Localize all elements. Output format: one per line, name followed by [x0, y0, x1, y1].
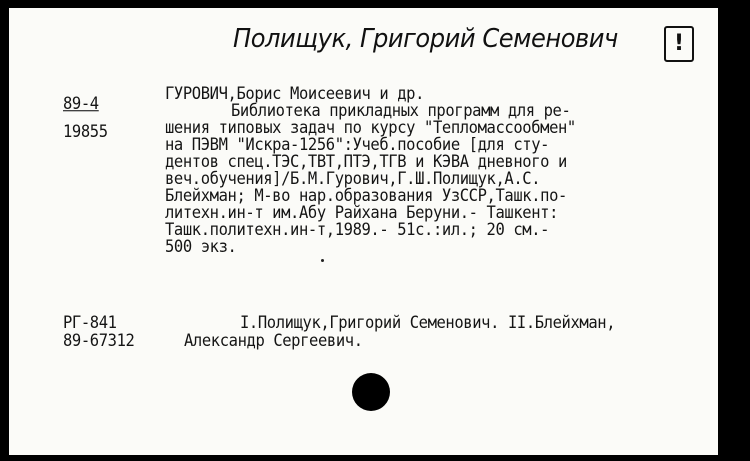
entry-line: Библиотека прикладных программ для ре- [231, 101, 571, 121]
entry-heading: ГУРОВИЧ,Борис Моисеевич и др. [165, 84, 425, 104]
entry-line: дентов спец.ТЭС,ТВТ,ПТЭ,ТГВ и КЭВА дневного и [165, 152, 567, 172]
entry-line: шения типовых задач по курсу "Тепломассообмен" [165, 118, 576, 138]
entry-line: Ташк.политехн.ин-т,1989.- 51с.:ил.; 20 см.- [165, 220, 550, 240]
ink-speck [321, 259, 324, 262]
punch-hole [352, 373, 390, 411]
entry-line: на ПЭВМ "Искра-1256":Учеб.пособие [для сту- [165, 135, 550, 155]
entry-line: веч.обучения]/Б.М.Гурович,Г.Ш.Полищук,А.С. [165, 169, 541, 189]
catalog-card [9, 8, 718, 455]
handwritten-name: Полищук, Григорий Семенович [233, 24, 618, 54]
call-number-top: 89-4 [63, 94, 99, 114]
entry-line: литехн.ин-т им.Абу Райхана Беруни.- Ташкент: [165, 203, 558, 223]
card-code: 89-67312 [63, 331, 135, 351]
call-number-bottom: 19855 [63, 122, 108, 142]
entry-line: 500 экз. [165, 237, 237, 257]
card-code: РГ-841 [63, 313, 117, 333]
handwritten-boxed-mark: ! [664, 26, 694, 62]
tracing-line: I.Полищук,Григорий Семенович. II.Блейхман, [240, 313, 616, 333]
entry-line: Блейхман; М-во нар.образования УзССР,Ташк.по- [165, 186, 567, 206]
tracing-line: Александр Сергеевич. [184, 331, 363, 351]
